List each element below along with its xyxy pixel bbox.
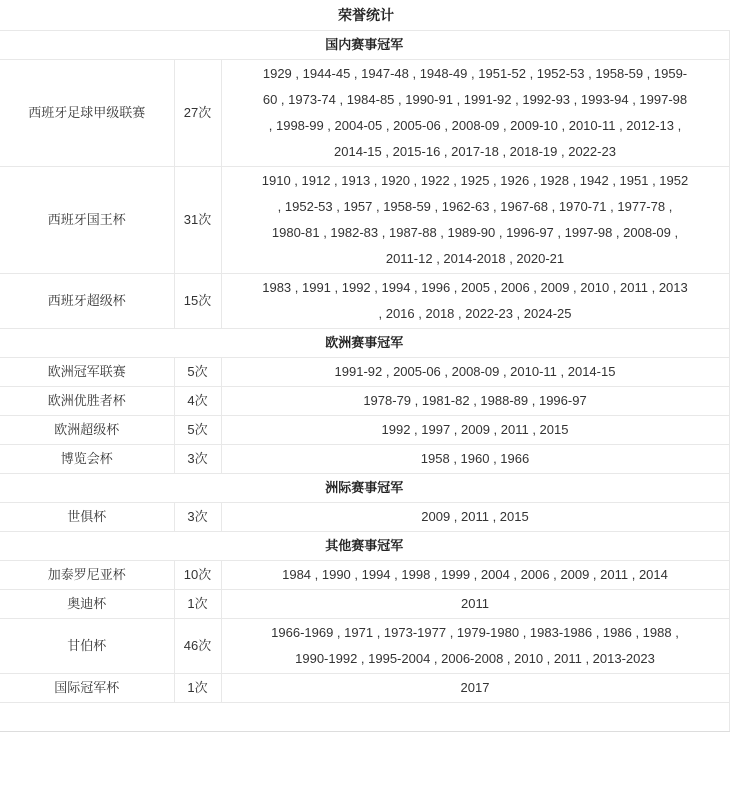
table-row: [0, 167, 729, 274]
section-header-row: [0, 31, 729, 60]
trophy-count: 5次: [174, 358, 221, 387]
trophy-count: 46次: [174, 619, 221, 674]
page-title: 荣誉统计: [338, 7, 394, 23]
trophy-name: 西班牙足球甲级联赛: [0, 60, 174, 167]
table-row: [0, 445, 729, 474]
trophy-years: 2011: [221, 590, 729, 619]
trophy-count: 4次: [174, 387, 221, 416]
table-row: [0, 590, 729, 619]
trophy-count: 5次: [174, 416, 221, 445]
trophy-name: 甘伯杯: [0, 619, 174, 674]
table-row: [0, 274, 729, 329]
trophy-years: 1992 , 1997 , 2009 , 2011 , 2015: [221, 416, 729, 445]
trophy-years: 1958 , 1960 , 1966: [221, 445, 729, 474]
trophy-count: 15次: [174, 274, 221, 329]
trophy-name: 博览会杯: [0, 445, 174, 474]
trophy-years: 1929 , 1944-45 , 1947-48 , 1948-49 , 1951-52 , 1952-53 , 1958-59 , 1959-60 , 1973-74 , 1984-85 , 1990-91 , 1991-92 , 1992-93 , 1993-94 , 1997-98 , 1998-99 , 2004-05 , 2005-06 , 2008-09 , 2009-10 , 2010-11 , 2012-13 , 2014-15 , 2015-16 , 2017-18 , 2018-19 , 2022-23: [221, 60, 729, 167]
trophy-count: 1次: [174, 674, 221, 703]
section-header-row: [0, 329, 729, 358]
trophy-name: 奥迪杯: [0, 590, 174, 619]
trophy-years: 2017: [221, 674, 729, 703]
trophy-name: 加泰罗尼亚杯: [0, 561, 174, 590]
trophy-years: 1984 , 1990 , 1994 , 1998 , 1999 , 2004 , 2006 , 2009 , 2011 , 2014: [221, 561, 729, 590]
table-row: [0, 387, 729, 416]
honors-table: [0, 30, 730, 732]
table-row: [0, 60, 729, 167]
trophy-years: 1983 , 1991 , 1992 , 1994 , 1996 , 2005 , 2006 , 2009 , 2010 , 2011 , 2013 , 2016 , 2018 , 2022-23 , 2024-25: [221, 274, 729, 329]
trophy-name: 世俱杯: [0, 503, 174, 532]
empty-row: [0, 703, 729, 732]
trophy-name: 欧洲超级杯: [0, 416, 174, 445]
trophy-name: 国际冠军杯: [0, 674, 174, 703]
trophy-years: 1991-92 , 2005-06 , 2008-09 , 2010-11 , 2014-15: [221, 358, 729, 387]
trophy-name: 欧洲冠军联赛: [0, 358, 174, 387]
table-row: [0, 619, 729, 674]
section-header-row: [0, 532, 729, 561]
trophy-count: 27次: [174, 60, 221, 167]
section-header: 洲际赛事冠军: [0, 474, 729, 503]
table-row: [0, 416, 729, 445]
section-header: 国内赛事冠军: [0, 31, 729, 60]
trophy-years: 2009 , 2011 , 2015: [221, 503, 729, 532]
trophy-years: 1966-1969 , 1971 , 1973-1977 , 1979-1980 , 1983-1986 , 1986 , 1988 , 1990-1992 , 1995-2004 , 2006-2008 , 2010 , 2011 , 2013-2023: [221, 619, 729, 674]
section-header: 其他赛事冠军: [0, 532, 729, 561]
trophy-name: 欧洲优胜者杯: [0, 387, 174, 416]
table-row: [0, 503, 729, 532]
trophy-name: 西班牙超级杯: [0, 274, 174, 329]
trophy-count: 3次: [174, 503, 221, 532]
empty-cell: [0, 703, 729, 732]
trophy-years: 1910 , 1912 , 1913 , 1920 , 1922 , 1925 , 1926 , 1928 , 1942 , 1951 , 1952 , 1952-53 , 1957 , 1958-59 , 1962-63 , 1967-68 , 1970-71 , 1977-78 , 1980-81 , 1982-83 , 1987-88 , 1989-90 , 1996-97 , 1997-98 , 2008-09 , 2011-12 , 2014-2018 , 2020-21: [221, 167, 729, 274]
trophy-count: 1次: [174, 590, 221, 619]
table-row: [0, 358, 729, 387]
trophy-count: 31次: [174, 167, 221, 274]
section-header: 欧洲赛事冠军: [0, 329, 729, 358]
table-row: [0, 674, 729, 703]
table-row: [0, 561, 729, 590]
trophy-years: 1978-79 , 1981-82 , 1988-89 , 1996-97: [221, 387, 729, 416]
section-header-row: [0, 474, 729, 503]
trophy-count: 3次: [174, 445, 221, 474]
trophy-count: 10次: [174, 561, 221, 590]
trophy-name: 西班牙国王杯: [0, 167, 174, 274]
